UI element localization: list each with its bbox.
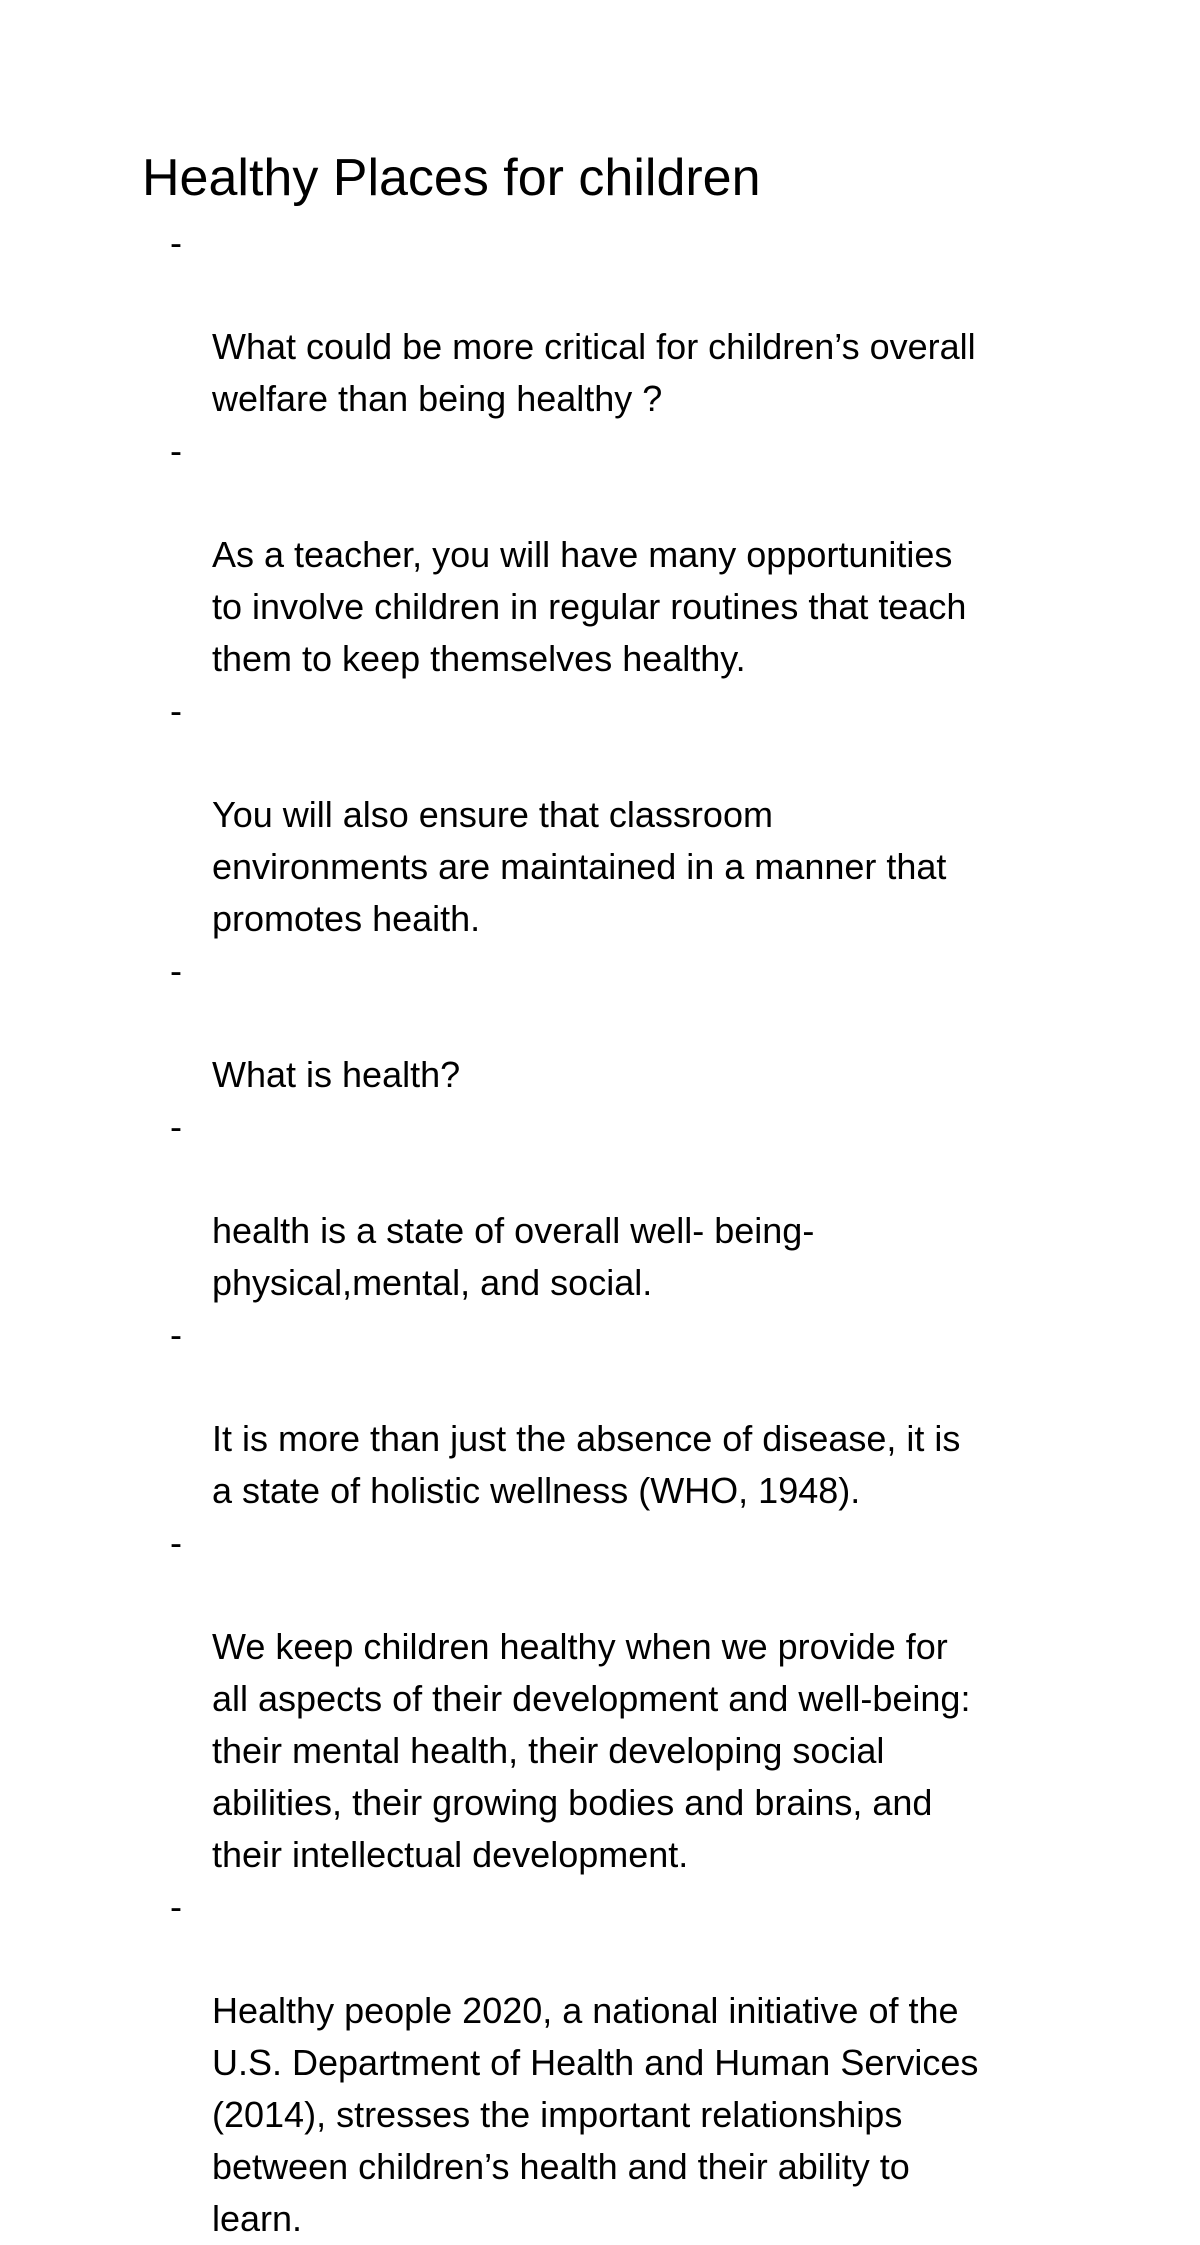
bullet-text: It is more than just the absence of disease, it is a state of holistic wellness (WHO, 1948). [212, 1418, 961, 1511]
bullet-marker: - [170, 1522, 182, 1563]
bullet-text: We keep children healthy when we provide for all aspects of their development and well-being: their mental health, their developing social abilities, their growing bodies and brains, and their intellectual development. [212, 1626, 971, 1875]
list-item [170, 685, 1070, 945]
list-item [170, 1309, 1070, 1517]
bullet-text: As a teacher, you will have many opportunities to involve children in regular routines that teach them to keep themselves healthy. [212, 534, 967, 679]
bullet-marker: - [170, 1314, 182, 1355]
bullet-text: health is a state of overall well- being- physical,mental, and social. [212, 1210, 815, 1303]
bullet-text: You will also ensure that classroom environments are maintained in a manner that promotes heaith. [212, 794, 947, 939]
list-item [170, 425, 1070, 685]
bullet-marker: - [170, 222, 182, 263]
list-item [170, 217, 1070, 425]
bullet-marker: - [170, 1106, 182, 1147]
page-title: Healthy Places for children [142, 149, 761, 207]
bullet-list [170, 217, 1070, 2245]
bullet-text: What could be more critical for children’s overall welfare than being healthy ? [212, 326, 976, 419]
bullet-marker: - [170, 1886, 182, 1927]
list-item [170, 1517, 1070, 1881]
bullet-marker: - [170, 430, 182, 471]
bullet-text: Healthy people 2020, a national initiative of the U.S. Department of Health and Human Services (2014), stresses the important relationships between children’s health and their ability to learn. [212, 1990, 979, 2239]
list-item [170, 1881, 1070, 2245]
list-item [170, 945, 1070, 1101]
bullet-text: What is health? [212, 1054, 461, 1095]
list-item [170, 1101, 1070, 1309]
bullet-marker: - [170, 950, 182, 991]
bullet-marker: - [170, 690, 182, 731]
